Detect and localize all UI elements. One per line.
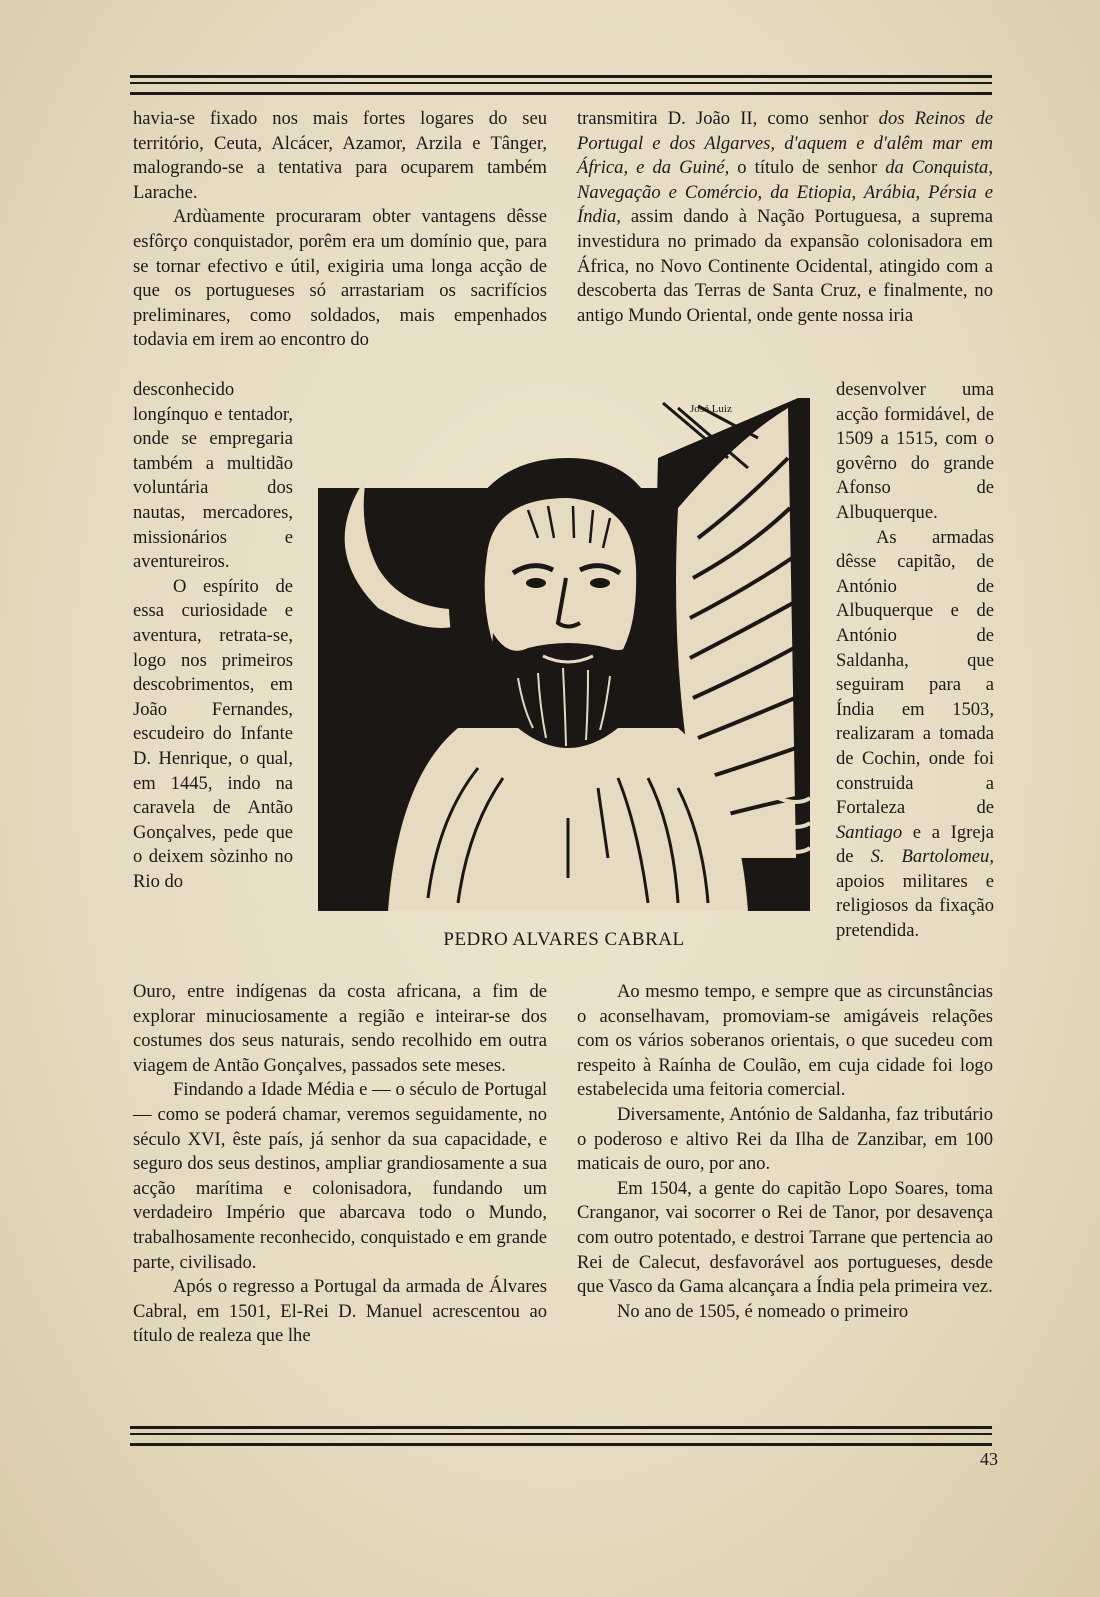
right-text-3: assim dando à Nação Portuguesa, a suprema investidura no primado da expansão colonisadora em África, no Novo Continente Ocidental, atingido com a descoberta das Terras de Santa Cruz, e finalmente, no antigo Mundo Oriental, onde gente nossa iria — [577, 206, 993, 326]
right-text-2: o título de senhor — [729, 157, 886, 179]
right-text-1: transmitira D. João II, como senhor — [577, 108, 879, 129]
woodcut-portrait-image — [318, 398, 810, 911]
left-bottom-paragraph-1: Ouro, entre indígenas da costa africana, a fim de explorar minuciosamente a região e inteirar-se dos costumes dos seus naturais, sendo recolhido em outra viagem de Antão Gonçalves, passados sete meses. — [133, 981, 547, 1076]
right-column-bottom — [577, 980, 993, 1324]
top-rule — [130, 75, 992, 95]
left-column-bottom — [133, 980, 547, 1349]
right-narrow-text-a: As armadas dêsse capitão, de António de Albuquerque e de António de Saldanha, que seguiram para a Índia em 1503, realizaram a tomada de Cochin, onde foi construida a Fortaleza de — [836, 526, 994, 819]
left-column-narrow — [133, 378, 293, 894]
right-bottom-paragraph-4: No ano de 1505, é nomeado o primeiro — [617, 1300, 909, 1322]
woodcut-portrait — [318, 398, 810, 911]
left-narrow-paragraph-1: desconhecido longínquo e tentador, onde se empregaria também a multidão voluntária dos nautas, mercadores, missionários e aventureiros. — [133, 379, 293, 573]
left-column-top — [133, 107, 547, 353]
left-bottom-paragraph-2: Findando a Idade Média e — o século de Portugal — como se poderá chamar, veremos seguidamente, no século XVI, êste país, já senhor da sua capacidade, e seguro dos seus destinos, ampliar grandiosamente a sua acção marítima e colonisadora, fundando um verdadeiro Império que abarcava todo o Mundo, trabalhosamente reconhecido, conquistado e em grande parte, civilisado. — [133, 1079, 547, 1273]
right-italic-title-2: da Conquista, Navegação e Comércio, da Etiopia, Arábia, Pérsia e Índia, — [577, 157, 993, 228]
bottom-rule — [130, 1426, 992, 1446]
right-narrow-paragraph-1: desenvolver uma acção formidável, de 1509 a 1515, com o govêrno do grande Afonso de Albuquerque. — [836, 379, 994, 523]
right-bottom-paragraph-2: Diversamente, António de Saldanha, faz tributário o poderoso e altivo Rei da Ilha de Zanzibar, em 100 maticais de ouro, por ano. — [577, 1103, 993, 1175]
right-narrow-text-c: e a Igreja de — [836, 821, 994, 868]
right-italic-title-1: dos Reinos de Portugal e dos Algarves, d'aquem e d'alêm mar em África, e da Guiné, — [577, 108, 993, 179]
right-bottom-paragraph-3: Em 1504, a gente do capitão Lopo Soares, toma Cranganor, vai socorrer o Rei de Tanor, por desavença com outro potentado, e destroi Tarrane que pertencia ao Rei de Calecut, desfavorável aos portugueses, desde que Vasco da Gama alcançara a Índia pela primeira vez. — [577, 1177, 993, 1298]
left-paragraph-1: havia-se fixado nos mais fortes logares do seu território, Ceuta, Alcácer, Azamor, Arzila e Tânger, malogrando-se a tentativa para ocuparem também Larache. — [133, 108, 547, 203]
left-narrow-paragraph-2: O espírito de essa curiosidade e aventura, retrata-se, logo nos primeiros descobrimentos, em João Fernandes, escudeiro do Infante D. Henrique, o qual, em 1445, indo na caravela de Antão Gonçalves, pede que o deixem sòzinho no Rio do — [133, 575, 293, 892]
left-paragraph-2: Ardùamente procuraram obter vantagens dêsse esfôrço conquistador, porêm era um domínio que, para se tornar efectivo e útil, exigiria uma longa acção de que os portugueses só arrastariam os sacrifícios preliminares, como soldados, mais empenhados todavia em irem ao encontro do — [133, 206, 547, 351]
woodcut-signature: José Luiz — [690, 403, 732, 415]
right-column-narrow — [836, 378, 994, 944]
figure-caption: PEDRO ALVARES CABRAL — [443, 929, 685, 950]
right-italic-bartolomeu: S. Bartolomeu, — [870, 846, 994, 868]
right-bottom-paragraph-1: Ao mesmo tempo, e sempre que as circunstâncias o aconselhavam, promoviam-se amigáveis relações com os vários soberanos orientais, o que sucedeu com respeito à Raínha de Coulão, em cuja cidade foi logo estabelecida uma feitoria comercial. — [577, 981, 993, 1101]
left-bottom-paragraph-3: Após o regresso a Portugal da armada de Álvares Cabral, em 1501, El-Rei D. Manuel acrescentou ao título de realeza que lhe — [133, 1276, 547, 1347]
right-narrow-paragraph-2 — [836, 526, 994, 944]
page-number: 43 — [980, 1449, 998, 1469]
right-column-top — [577, 107, 993, 328]
right-narrow-text-e: apoios militares e religiosos da fixação pretendida. — [836, 870, 994, 942]
right-italic-santiago: Santiago — [836, 821, 903, 843]
right-paragraph-1 — [577, 107, 993, 328]
